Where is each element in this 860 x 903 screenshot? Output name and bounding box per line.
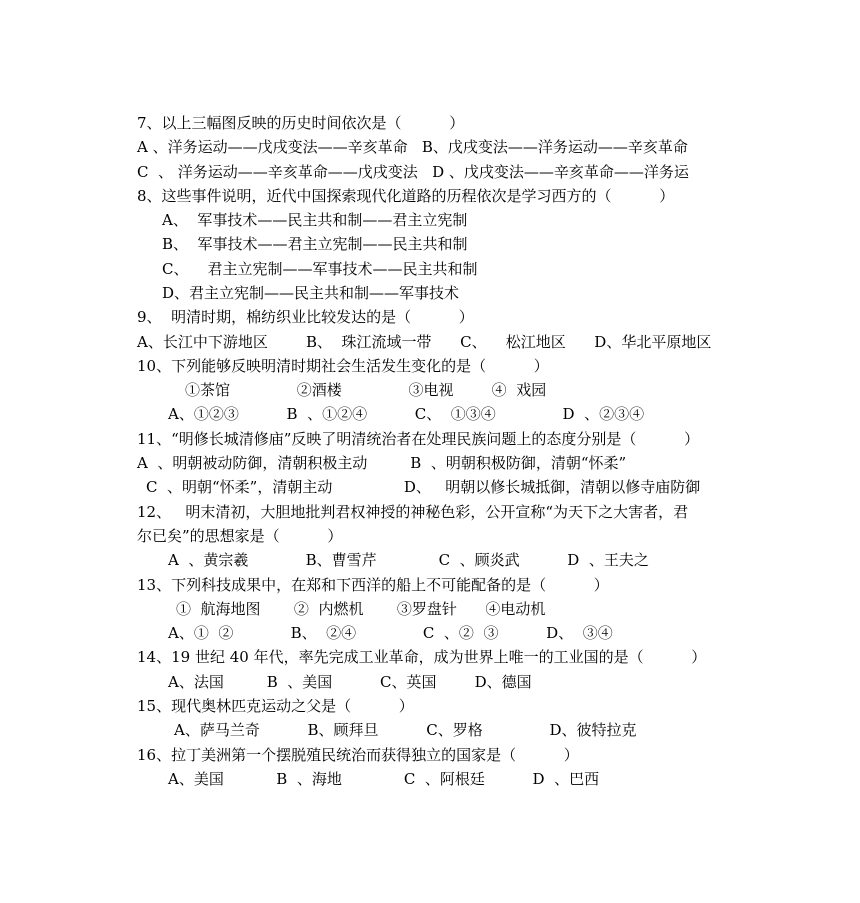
q11-options-ab: A 、明朝被动防御，清朝积极主动 B 、明朝积极防御，清朝“怀柔” <box>137 454 627 472</box>
q10-stem: 10、下列能够反映明清时期社会生活发生变化的是（ ） <box>137 357 549 375</box>
q7-options-cd: C 、 洋务运动——辛亥革命——戊戌变法 D 、戊戌变法——辛亥革命——洋务运 <box>137 163 689 181</box>
q13-items: ① 航海地图 ② 内燃机 ③罗盘针 ④电动机 <box>176 600 546 618</box>
q13-stem: 13、下列科技成果中，在郑和下西洋的船上不可能配备的是（ ） <box>137 576 609 594</box>
q11-stem: 11、“明修长城清修庙”反映了明清统治者在处理民族问题上的态度分别是（ ） <box>137 430 700 448</box>
q8-option-a: A、 军事技术——民主共和制——君主立宪制 <box>162 211 468 229</box>
q10-options: A、①②③ B 、①②④ C、 ①③④ D 、②③④ <box>168 405 645 423</box>
q12-stem-line1: 12、 明末清初，大胆地批判君权神授的神秘色彩，公开宣称“为天下之大害者，君 <box>137 503 689 521</box>
q16-options: A、美国 B 、海地 C 、阿根廷 D 、巴西 <box>168 770 600 788</box>
q7-options-ab: A 、洋务运动——戊戌变法——辛亥革命 B、戊戌变法——洋务运动——辛亥革命 <box>137 138 688 156</box>
q8-option-d: D、君主立宪制——民主共和制——军事技术 <box>162 284 460 302</box>
q7-stem: 7、以上三幅图反映的历史时间依次是（ ） <box>137 114 465 132</box>
q14-stem: 14、19 世纪 40 年代，率先完成工业革命，成为世界上唯一的工业国的是（ ） <box>137 648 707 666</box>
q8-stem: 8、这些事件说明，近代中国探索现代化道路的历程依次是学习西方的（ ） <box>137 187 675 205</box>
q8-option-b: B、 军事技术——君主立宪制——民主共和制 <box>162 235 468 253</box>
q9-stem: 9、 明清时期，棉纺织业比较发达的是（ ） <box>137 308 474 326</box>
q15-stem: 15、现代奥林匹克运动之父是（ ） <box>137 697 414 715</box>
q9-options: A、长江中下游地区 B、 珠江流域一带 C、 松江地区 D、华北平原地区 <box>137 333 712 351</box>
q15-options: A、萨马兰奇 B、顾拜旦 C、罗格 D、彼特拉克 <box>174 721 637 739</box>
q11-options-cd: C 、明朝“怀柔”，清朝主动 D、 明朝以修长城抵御，清朝以修寺庙防御 <box>146 478 701 496</box>
q16-stem: 16、拉丁美洲第一个摆脱殖民统治而获得独立的国家是（ ） <box>137 746 579 764</box>
q12-stem-line2: 尔已矣”的思想家是（ ） <box>137 527 343 545</box>
q12-options: A 、黄宗羲 B、曹雪芹 C 、顾炎武 D 、王夫之 <box>168 551 649 569</box>
q13-options: A、① ② B、 ②④ C 、② ③ D、 ③④ <box>168 624 613 642</box>
q10-items: ①茶馆 ②酒楼 ③电视 ④ 戏园 <box>185 381 547 399</box>
q8-option-c: C、 君主立宪制——军事技术——民主共和制 <box>162 260 478 278</box>
q14-options: A、法国 B 、美国 C、英国 D、德国 <box>168 673 532 691</box>
